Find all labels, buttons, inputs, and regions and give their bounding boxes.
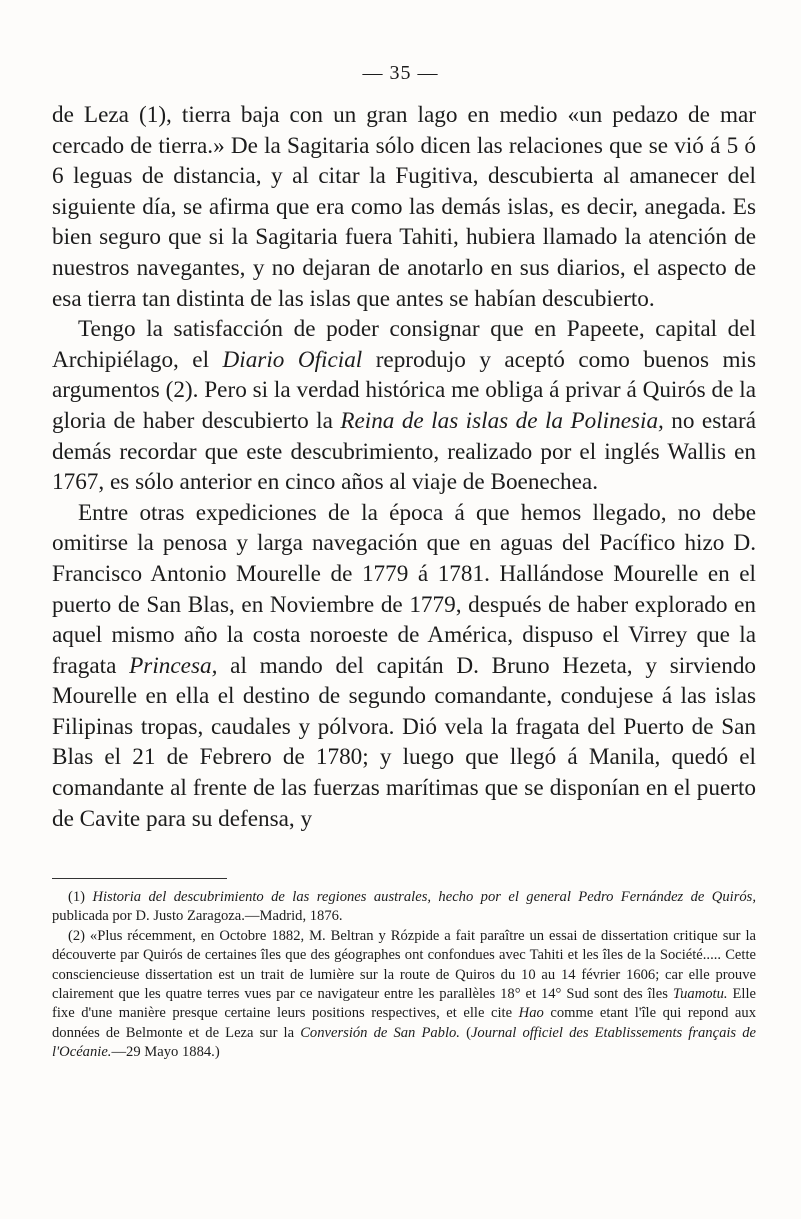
- footnote-2-italic: Tuamotu.: [672, 986, 728, 1003]
- paragraph-1: [52, 100, 756, 314]
- paragraph-3: [52, 498, 756, 835]
- footnote-2-text: Elle fixe d'une manière presque certaine leurs positions respectives, et elle cite: [52, 986, 756, 1022]
- paragraph-3-text: Entre otras expediciones de la época á que hemos llegado, no debe omitirse la penosa y larga navegación que en aguas del Pacífico hizo D. Francisco Antonio Mourelle de 1779 á 1781. Hallándose Mourelle en el puerto de San Blas, en Noviembre de 1779, después de haber explorado en aquel mismo año la costa noroeste de América, dispuso el Virrey que la fragata: [52, 499, 756, 679]
- paragraph-2: [52, 314, 756, 498]
- footnote-2: [52, 927, 756, 1063]
- footnote-1-book-title: Historia del descubrimiento de las regiones australes, hecho por el general Pedro Fernández de Quirós,: [92, 889, 757, 905]
- island-epithet: Reina de las islas de la Polinesia,: [340, 407, 664, 434]
- footnote-2-text: (: [459, 1024, 471, 1041]
- footnote-divider: [52, 878, 227, 879]
- footnote-2-italic: Conversión de San Pablo.: [300, 1024, 460, 1041]
- ship-name: Princesa,: [129, 652, 218, 679]
- footnote-1: [52, 888, 756, 927]
- paragraph-2-text: no estará demás recordar que este descubrimiento, realizado por el inglés Wallis en 1767, es sólo anterior en cinco años al viaje de Boenechea.: [52, 407, 756, 496]
- main-text: [52, 100, 756, 834]
- footnote-2-text: —29 Mayo 1884.): [111, 1044, 220, 1061]
- newspaper-title: Diario Oficial: [222, 346, 363, 373]
- footnote-2-text: comme etant l'île qui repond aux données de Belmonte et de Leza sur la: [52, 1005, 756, 1041]
- paragraph-2-text: reprodujo y aceptó como buenos mis argumentos (2). Pero si la verdad histórica me obliga á privar á Quirós de la gloria de haber descubierto la: [52, 346, 756, 434]
- paragraph-1-text: de Leza (1), tierra baja con un gran lago en medio «un pedazo de mar cercado de tierra.» De la Sagitaria sólo dicen las relaciones que se vió á 5 ó 6 leguas de distancia, y al citar la Fugitiva, descubierta al amanecer del siguiente día, se afirma que era como las demás islas, es decir, anegada. Es bien seguro que si la Sagitaria fuera Tahiti, hubiera llamado la atención de nuestros navegantes, y no dejaran de anotarlo en sus diarios, el aspecto de esa tierra tan distinta de las islas que antes se habían descubierto.: [52, 102, 756, 312]
- paragraph-3-text: al mando del capitán D. Bruno Hezeta, y sirviendo Mourelle en ella el destino de segundo comandante, condujese á las islas Filipinas tropas, caudales y pólvora. Dió vela la fragata del Puerto de San Blas el 21 de Febrero de 1780; y luego que llegó á Manila, quedó el comandante al frente de las fuerzas marítimas que se disponían en el puerto de Cavite para su defensa, y: [52, 652, 757, 832]
- footnote-2-italic: Hao: [518, 1005, 544, 1022]
- page-number: — 35 —: [362, 62, 439, 84]
- footnote-1-text: (1): [68, 889, 93, 905]
- footnote-2-journal-title: Journal officiel des Etablissements français de l'Océanie.: [52, 1024, 756, 1061]
- paragraph-2-text: Tengo la satisfacción de poder consignar que en Papeete, capital del Archipiélago, el: [52, 316, 756, 373]
- footnote-2-text: (2) «Plus récemment, en Octobre 1882, M. Beltran y Rózpide a fait paraître un essai de dissertation critique sur la découverte par Quirós de certaines îles que des géographes ont confondues avec Tahiti et les îles de la Société..... Cette consciencieuse dissertation est un trait de lumière sur la route de Quiros du 10 au 14 février 1606; car elle prouve clairement que les quatre terres vues par ce navigateur entre les parallèles 18° et 14° Sud sont des îles: [52, 927, 756, 1003]
- footnote-1-text: publicada por D. Justo Zaragoza.—Madrid, 1876.: [52, 908, 343, 925]
- footnotes: [52, 888, 756, 1063]
